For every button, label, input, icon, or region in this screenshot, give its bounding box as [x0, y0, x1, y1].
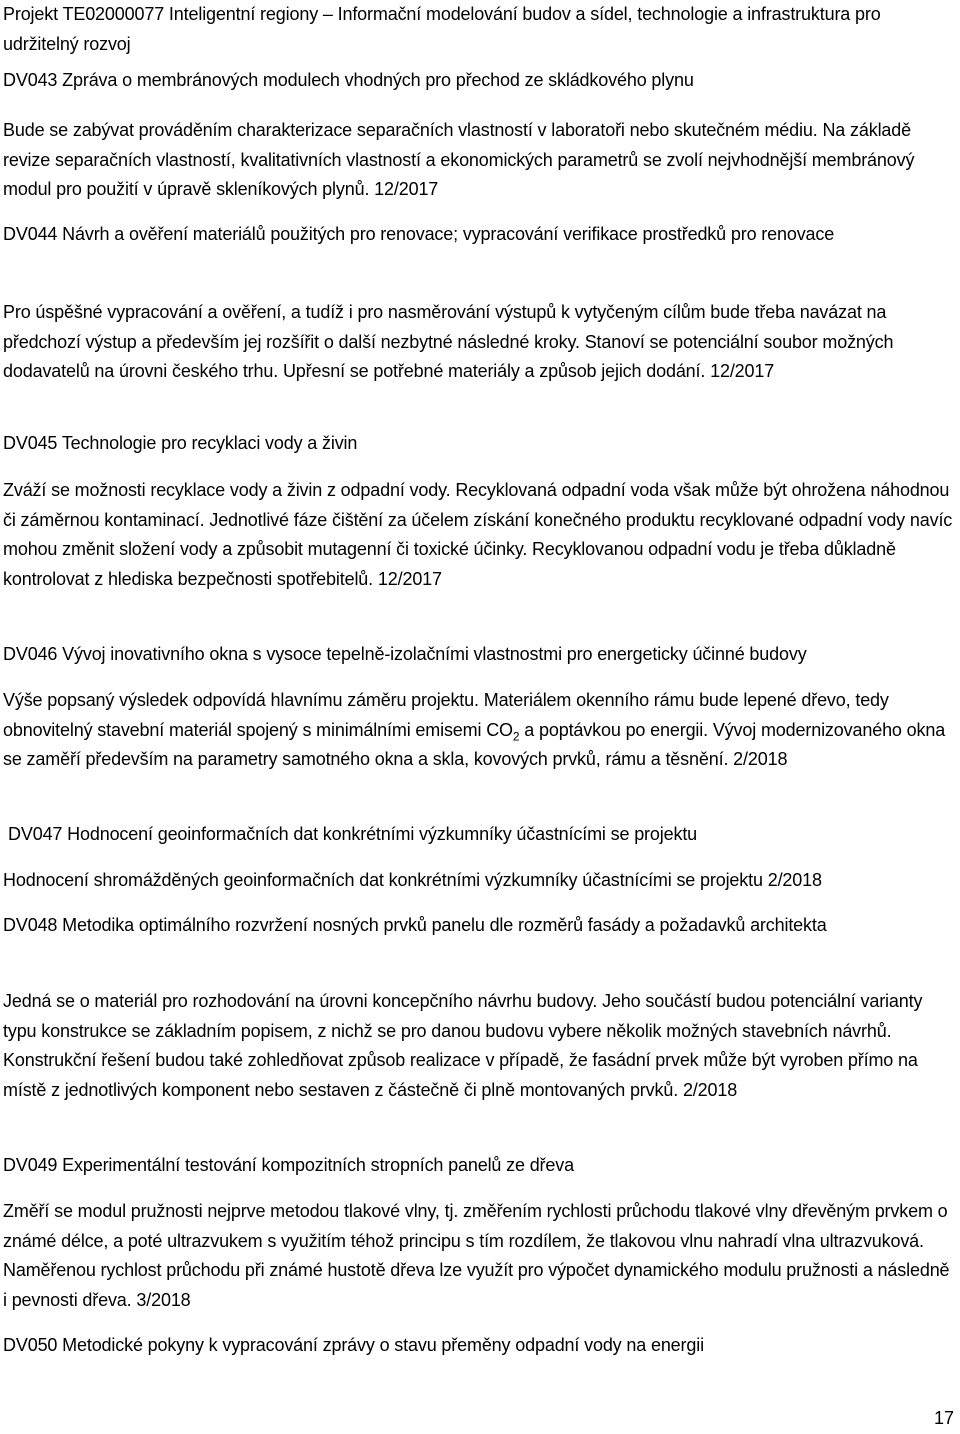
section-dv049-text: Změří se modul pružnosti nejprve metodou tlakové vlny, tj. změřením rychlosti průchodu tlakové vlny dřevěným prvkem o známé délce, a poté ultrazvukem s využitím téhož principu s tím rozdílem, že tlakovou vlnu nahradí vlna ultrazvuková. Naměřenou rychlost průchodu při známé hustotě dřeva lze využít pro výpočet dynamického modulu pružnosti a následně i pevnosti dřeva.: [3, 1201, 950, 1310]
section-dv048-date: 2/2018: [682, 1079, 738, 1100]
section-dv046-text-a: Výše popsaný výsledek odpovídá hlavnímu záměru projektu. Materiálem okenního rámu bude lepené dřevo, tedy obnovitelný stavební materiál spojený s minimálními emisemi CO: [3, 690, 889, 740]
section-dv048-text: Jedná se o materiál pro rozhodování na úrovni koncepčního návrhu budovy. Jeho součástí budou potenciální varianty typu konstrukce se základním popisem, z nichž se pro danou budovu vybere několik možných stavebních návrhů. Konstrukční řešení budou také zohledňovat způsob realizace v případě, že fasádní prvek může být vyroben přímo na místě z jednotlivých komponent nebo sestaven z částečně či plně montovaných prvků.: [3, 991, 923, 1100]
section-dv046-title: DV046 Vývoj inovativního okna s vysoce tepelně-izolačními vlastnostmi pro energeticky účinné budovy: [3, 644, 807, 664]
section-dv044-title: DV044 Návrh a ověření materiálů použitých pro renovace; vypracování verifikace prostředků pro renovace: [3, 224, 835, 244]
section-dv045-date: 12/2017: [377, 568, 442, 589]
section-dv050-title: DV050 Metodické pokyny k vypracování zprávy o stavu přeměny odpadní vody na energii: [3, 1335, 704, 1355]
section-dv045-title: DV045 Technologie pro recyklaci vody a živin: [3, 433, 358, 453]
project-header: [3, 0, 954, 59]
co2-subscript: 2: [512, 729, 520, 744]
section-dv044-date: 12/2017: [710, 361, 775, 381]
section-dv043-text: Bude se zabývat prováděním charakterizace separačních vlastností v laboratoři nebo skutečném médiu. Na základě revize separačních vlastností, kvalitativních vlastností a ekonomických parametrů se zvolí nejvhodnější membránový modul pro použití v úpravě skleníkových plynů.: [3, 120, 915, 199]
section-dv047-body: [3, 866, 954, 896]
project-title: Projekt TE02000077 Inteligentní regiony – Informační modelování budov a sídel, technologie a infrastruktura pro udržitelný rozvoj: [3, 4, 881, 54]
section-dv046-body: [3, 686, 954, 775]
section-dv044-text: Pro úspěšné vypracování a ověření, a tudíž i pro nasměrování výstupů k vytyčeným cílům bude třeba navázat na předchozí výstup a především jej rozšířit o další nezbytné následné kroky. Stanoví se potenciální soubor možných dodavatelů na úrovni českého trhu. Upřesní se potřebné materiály a způsob jejich dodání.: [3, 302, 894, 381]
section-dv046-date: 2/2018: [733, 749, 788, 769]
section-dv049-body: [3, 1197, 954, 1315]
section-dv049-title: DV049 Experimentální testování kompozitních stropních panelů ze dřeva: [3, 1155, 574, 1175]
section-dv047-date: 2/2018: [767, 870, 822, 890]
section-dv044-body: [3, 298, 954, 387]
section-dv045-body: [3, 476, 954, 594]
section-dv043-body: [3, 116, 954, 205]
section-dv045-text: Zváží se možnosti recyklace vody a živin z odpadní vody. Recyklovaná odpadní voda však může být ohrožena náhodnou či záměrnou kontaminací. Jednotlivé fáze čištění za účelem získání konečného produktu recyklované odpadní vody navíc mohou změnit složení vody a způsobit mutagenní či toxické účinky. Recyklovanou odpadní vodu je třeba důkladně kontrolovat z hlediska bezpečnosti spotřebitelů.: [3, 480, 953, 589]
section-dv047-title: DV047 Hodnocení geoinformačních dat konkrétními výzkumníky účastnícími se projektu: [8, 824, 698, 844]
page-number: 17: [933, 1408, 954, 1428]
section-dv048-title: DV048 Metodika optimálního rozvržení nosných prvků panelu dle rozměrů fasády a požadavků architekta: [3, 915, 827, 935]
section-dv046-text-b: a poptávkou po energii. Vývoj modernizovaného okna se zaměří především na parametry samotného okna a skla, kovových prvků, rámu a těsnění.: [3, 719, 946, 769]
section-dv043-title: DV043 Zpráva o membránových modulech vhodných pro přechod ze skládkového plynu: [3, 70, 694, 90]
section-dv047-text: Hodnocení shromážděných geoinformačních dat konkrétními výzkumníky účastnícími se projektu: [3, 870, 763, 890]
section-dv043-date: 12/2017: [374, 179, 439, 199]
section-dv048-body: [3, 987, 954, 1105]
section-dv049-date: 3/2018: [136, 1289, 191, 1310]
